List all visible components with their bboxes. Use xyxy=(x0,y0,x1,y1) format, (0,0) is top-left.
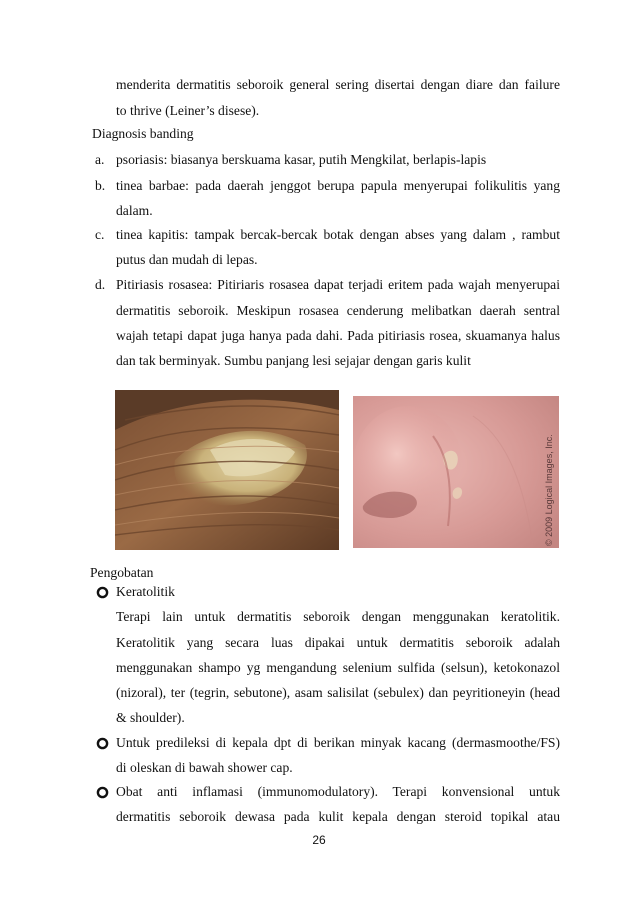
treatment-bullet-1-title: Keratolitik xyxy=(116,584,175,599)
treatment-bullet-1-line-3: menggunakan shampo yg mengandung selenium sulfida (selsun), ketokonazol xyxy=(116,660,560,675)
ring-bullet-icon xyxy=(96,786,109,799)
nose-photo-drawing xyxy=(353,396,559,548)
diagnosis-heading: Diagnosis banding xyxy=(92,126,194,141)
treatment-bullet-3-line-1: Obat anti inflamasi (immunomodulatory). Terapi konvensional untuk xyxy=(116,784,560,799)
scalp-photo xyxy=(115,390,339,550)
diagnosis-item-c-line-1: tinea kapitis: tampak bercak-bercak botak dengan abses yang dalam , rambut xyxy=(116,227,560,242)
diagnosis-marker-d: d. xyxy=(95,277,106,292)
intro-line-1: menderita dermatitis seboroik general sering disertai dengan diare dan failure xyxy=(116,77,560,92)
diagnosis-item-d-line-4: dan tak berminyak. Sumbu panjang lesi sejajar dengan garis kulit xyxy=(116,353,471,368)
ring-bullet-icon xyxy=(96,586,109,599)
nose-photo xyxy=(353,396,559,548)
treatment-bullet-1-line-2: Keratolitik yang secara luas dipakai untuk dermatitis seboroik adalah xyxy=(116,635,560,650)
page-number: 26 xyxy=(312,833,326,847)
diagnosis-marker-a: a. xyxy=(95,152,105,167)
diagnosis-marker-c: c. xyxy=(95,227,105,242)
treatment-bullet-1-line-5: & shoulder). xyxy=(116,710,185,725)
diagnosis-item-d-line-1: Pitiriasis rosasea: Pitiriaris rosasea dapat terjadi eritem pada wajah menyerupai xyxy=(116,277,560,292)
treatment-bullet-1-line-1: Terapi lain untuk dermatitis seboroik dengan menggunakan keratolitik. xyxy=(116,609,560,624)
diagnosis-item-b-line-1: tinea barbae: pada daerah jenggot berupa papula menyerupai folikulitis yang xyxy=(116,178,560,193)
diagnosis-item-d-line-3: wajah tetapi dapat juga hanya pada dahi. Pada pitiriasis rosea, skuamanya halus xyxy=(116,328,560,343)
ring-bullet-icon xyxy=(96,737,109,750)
diagnosis-item-a-line-1: psoriasis: biasanya berskuama kasar, putih Mengkilat, berlapis-lapis xyxy=(116,152,487,167)
watermark-text xyxy=(544,434,554,546)
diagnosis-item-d-line-2: dermatitis seboroik. Meskipun rosasea cenderung melibatkan daerah sentral xyxy=(116,303,560,318)
treatment-heading: Pengobatan xyxy=(90,565,154,580)
intro-line-2: to thrive (Leiner’s disese). xyxy=(116,103,260,118)
scalp-photo-drawing xyxy=(115,390,339,550)
treatment-bullet-2-line-1: Untuk predileksi di kepala dpt di berikan minyak kacang (dermasmoothe/FS) xyxy=(116,735,560,750)
treatment-bullet-2-line-2: di oleskan di bawah shower cap. xyxy=(116,760,293,775)
watermark-label: © 2009 Logical Images, Inc. xyxy=(544,434,554,546)
treatment-bullet-1-line-4: (nizoral), ter (tegrin, sebutone), asam salisilat (sebulex) dan peyritioneyin (head xyxy=(116,685,560,700)
diagnosis-marker-b: b. xyxy=(95,178,106,193)
diagnosis-item-b-line-2: dalam. xyxy=(116,203,153,218)
diagnosis-item-c-line-2: putus dan mudah di lepas. xyxy=(116,252,258,267)
treatment-bullet-3-line-2: dermatitis seboroik dewasa pada kulit kepala dengan steroid topikal atau xyxy=(116,809,560,824)
